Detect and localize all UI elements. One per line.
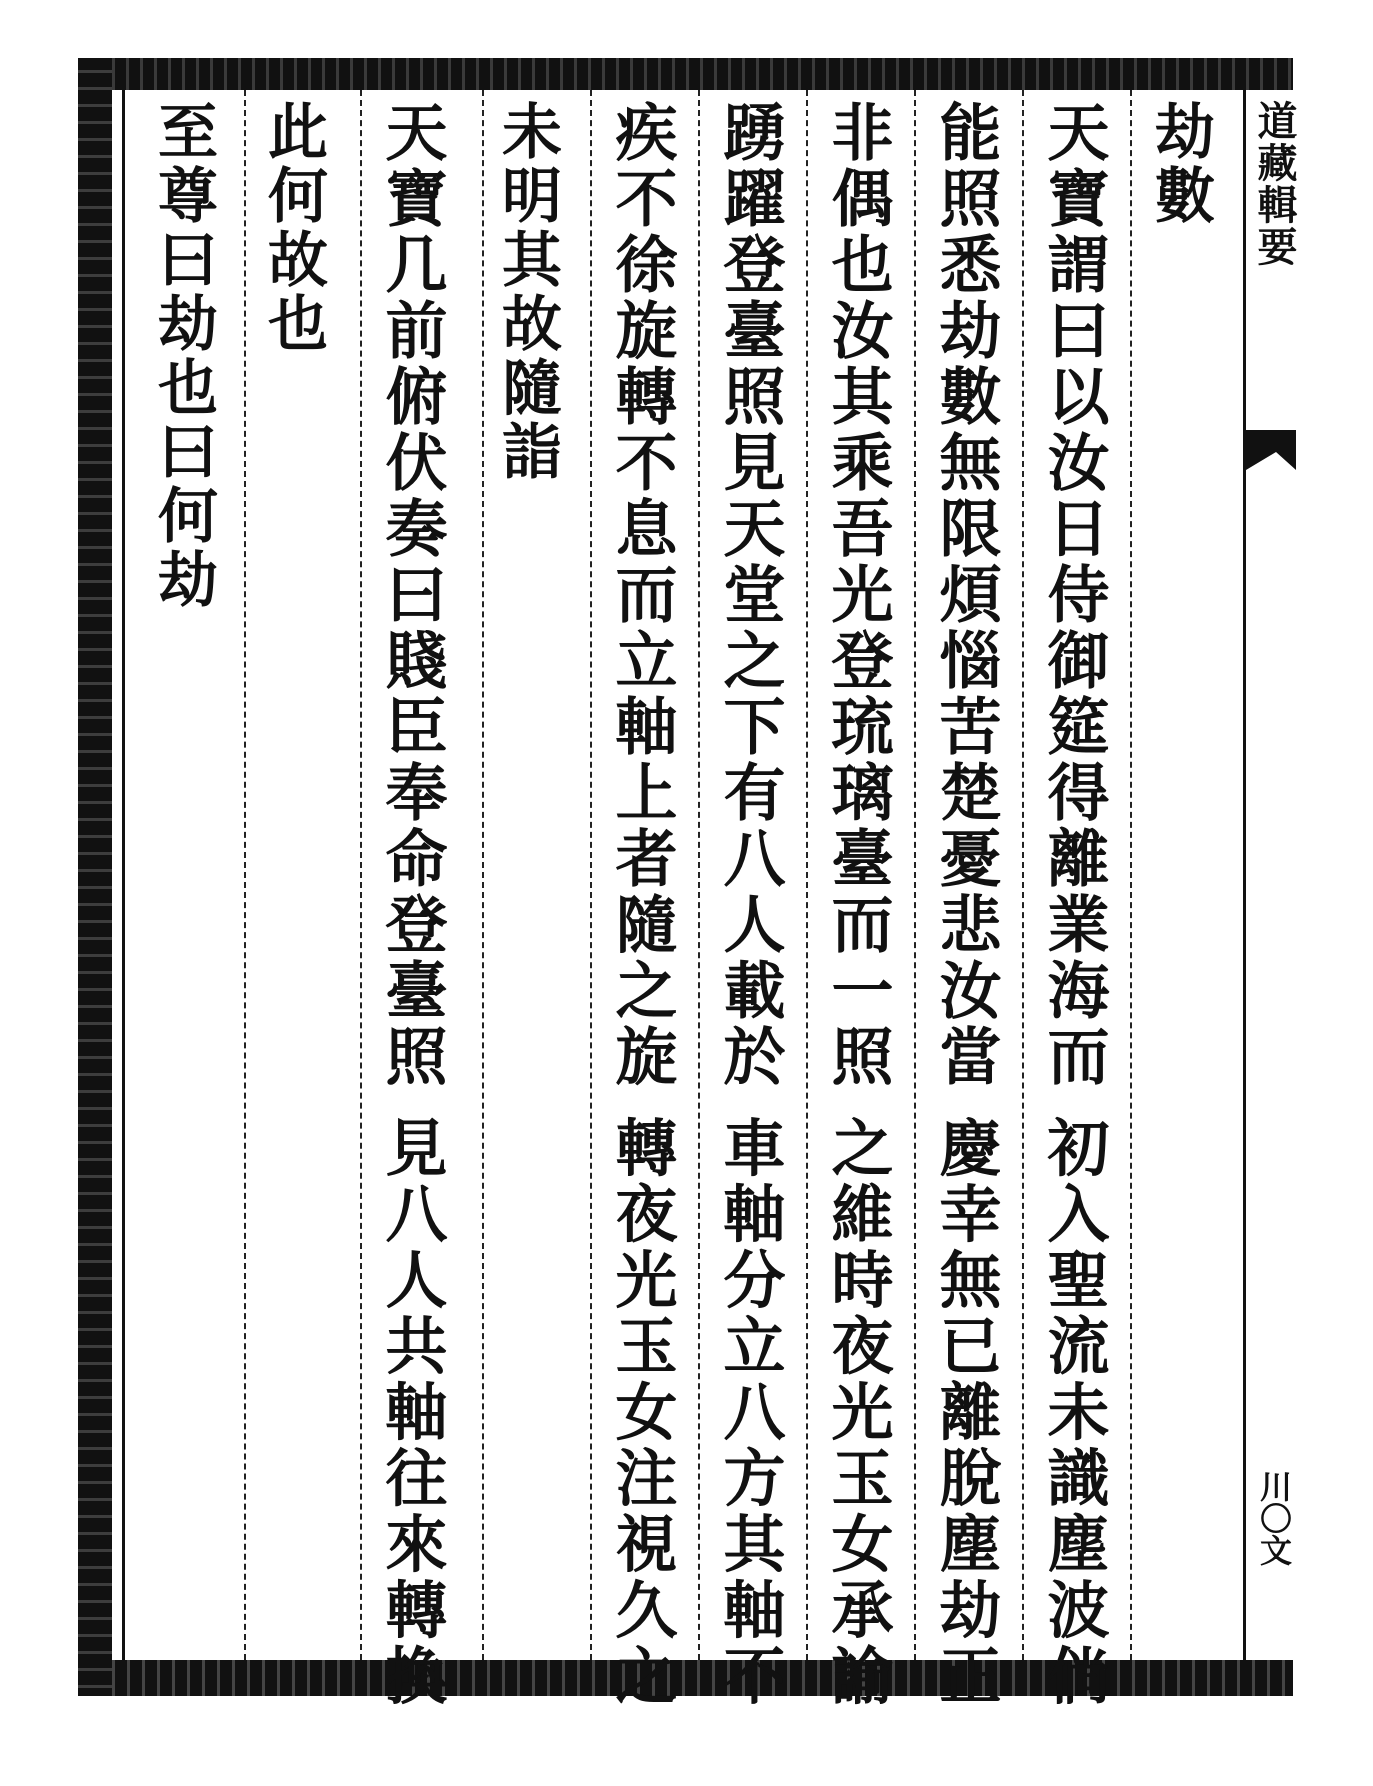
column-rule	[590, 90, 592, 1660]
section-heading: 劫數	[1145, 100, 1215, 228]
text-column: 天寶謂曰以汝日侍御筵得離業海而 初入聖流未識塵波倘	[1037, 100, 1110, 1710]
column-rule	[1022, 90, 1024, 1660]
page-number: 川〇文	[1255, 1470, 1293, 1566]
text-column: 天寶几前俯伏奏曰賤臣奉命登臺照 見八人共軸往來轉換	[375, 100, 448, 1710]
text-column: 疾不徐旋轉不息而立軸上者隨之旋 轉夜光玉女注視久之	[605, 100, 678, 1710]
frame-top-border	[78, 58, 1293, 90]
column-rule	[1130, 90, 1132, 1660]
text-column: 至尊曰劫也曰何劫	[148, 100, 218, 612]
column-rule	[698, 90, 700, 1660]
column-rule	[914, 90, 916, 1660]
text-column: 未明其故隨詣	[492, 100, 562, 484]
fishtail-mark	[1246, 430, 1296, 470]
text-column: 能照悉劫數無限煩惱苦楚憂悲汝當 慶幸無已離脫塵劫正	[929, 100, 1002, 1710]
text-column: 此何故也	[258, 100, 328, 356]
column-rule	[482, 90, 484, 1660]
column-rule	[360, 90, 362, 1660]
column-rule	[806, 90, 808, 1660]
column-rule	[244, 90, 246, 1660]
frame-center-line	[1243, 58, 1246, 1696]
text-column: 踴躍登臺照見天堂之下有八人載於 車軸分立八方其軸不	[713, 100, 786, 1710]
text-column: 非偶也汝其乘吾光登琉璃臺而一照 之維時夜光玉女承諭	[821, 100, 894, 1710]
frame-left-border	[78, 58, 112, 1696]
frame-bottom-border	[90, 1660, 1293, 1696]
book-title: 道藏輯要	[1251, 100, 1298, 268]
frame-inner-line	[122, 90, 125, 1660]
